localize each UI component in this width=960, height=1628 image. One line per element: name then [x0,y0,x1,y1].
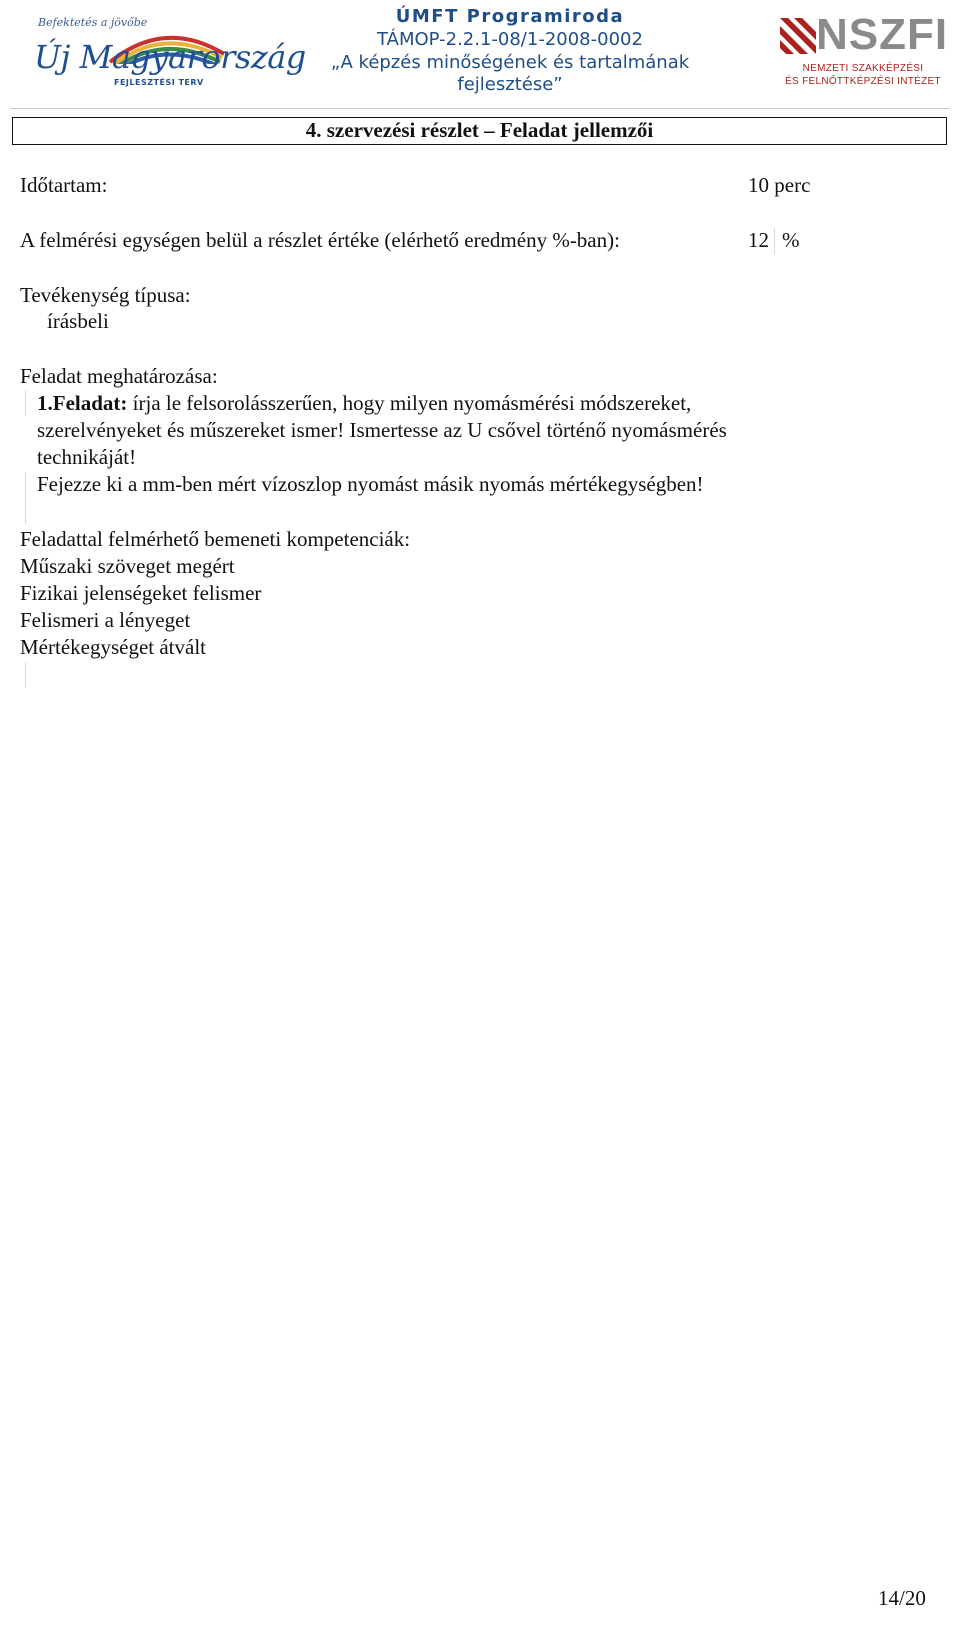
duration-label: Időtartam: [20,173,108,197]
competency-item: Felismeri a lényeget [20,608,191,632]
competency-item: Fizikai jelenségeket felismer [20,581,262,605]
nszfi-subtitle [778,62,948,88]
weight-label: A felmérési egységen belül a részlet értéke (elérhető eredmény %-ban): [20,228,620,252]
header-title-block [270,6,750,96]
logo-tagline: Befektetés a jövőbe [38,16,148,29]
field-separator [25,498,26,524]
nszfi-stripes-icon [780,18,816,54]
field-separator [774,228,775,254]
duration-value: 10 perc [748,173,811,197]
field-separator [25,390,26,416]
task-line4: Fejezze ki a mm-ben mért vízoszlop nyomást másik nyomás mértékegységben! [37,472,704,496]
task-line2: szerelvényeket és műszereket ismer! Ismertesse az U csővel történő nyomásmérés [37,418,727,442]
field-separator [25,472,26,498]
weight-value: 12 [748,228,769,252]
activity-label: Tevékenység típusa: [20,283,191,307]
section-title: 4. szervezési részlet – Feladat jellemzői [12,117,947,145]
logo-subtitle: FEJLESZTÉSI TERV [114,78,204,87]
task-line1 [37,389,691,417]
logo-brand: Új Magyarország [34,38,306,76]
competency-item: Mértékegységet átvált [20,635,207,659]
header-motto-line2: fejlesztése” [457,74,563,95]
nszfi-wordmark: NSZFI [816,10,949,59]
task-line3: technikáját! [37,445,137,469]
nszfi-logo [778,10,949,94]
header-motto-line1: „A képzés minőségének és tartalmának [330,52,690,73]
header-project-code: TÁMOP-2.2.1-08/1-2008-0002 [377,29,643,50]
competency-item: Műszaki szöveget megért [20,554,235,578]
nszfi-subtitle-line2: ÉS FELNŐTTKÉPZÉSI INTÉZET [785,76,941,87]
nszfi-subtitle-line1: NEMZETI SZAKKÉPZÉSI [802,63,924,74]
page-number: 14/20 [878,1586,926,1610]
header-divider [10,108,950,109]
competencies-label: Feladattal felmérhető bemeneti kompetenciák: [20,527,411,551]
task-number: 1.Feladat: [37,391,128,415]
uj-magyarorszag-logo [30,10,306,90]
page-header [0,0,960,110]
task-text-line1: írja le felsorolásszerűen, hogy milyen nyomásmérési módszereket, [127,391,692,415]
activity-value: írásbeli [47,309,109,333]
task-label: Feladat meghatározása: [20,364,218,388]
header-org: ÚMFT Programiroda [395,6,625,27]
field-separator [25,662,26,688]
weight-unit: % [782,228,800,252]
